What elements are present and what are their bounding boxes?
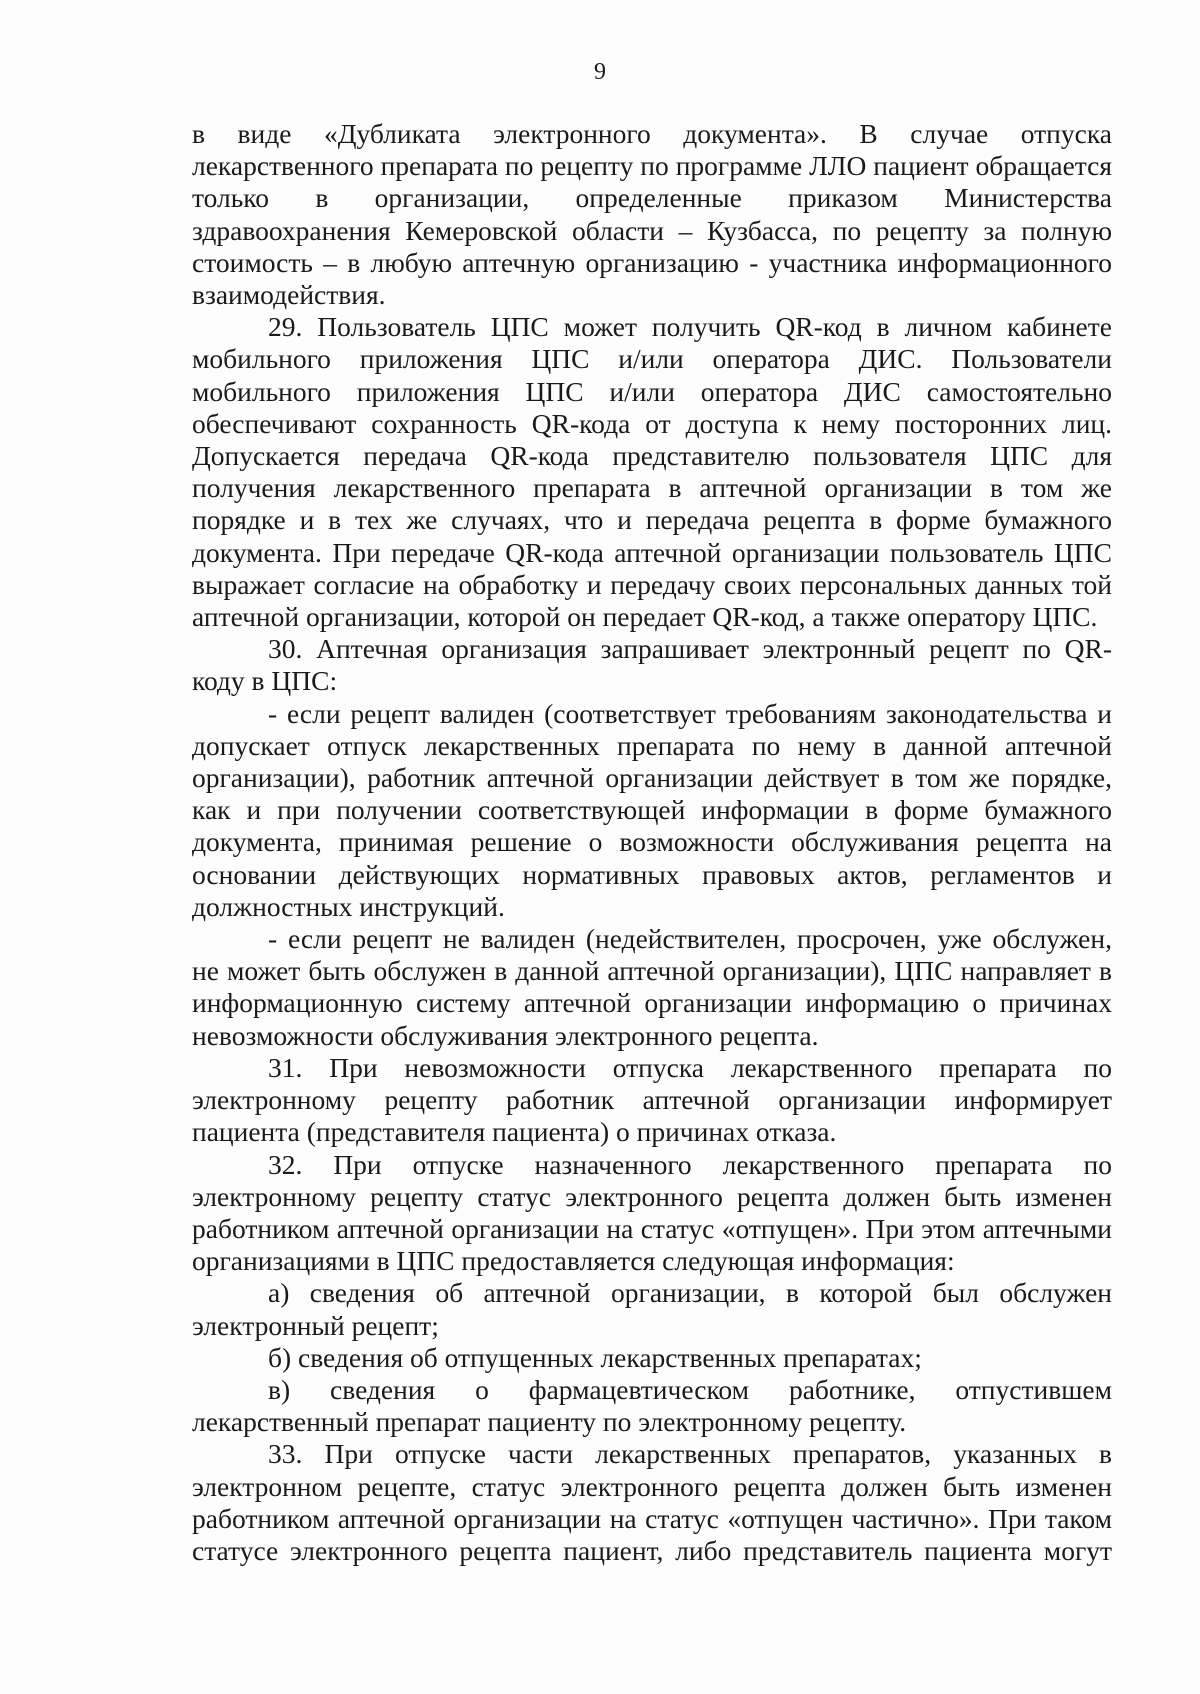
paragraph-item-32-b: б) сведения об отпущенных лекарственных препаратах; [268,1341,922,1373]
document-body [192,118,1112,1567]
paragraph-continuation: в виде «Дубликата электронного документа». В случае отпуска лекарственного препарата по рецепту по программе ЛЛО пациент обращается только в организации, определенные приказом Министерства здравоохранения Кемеровской области – Кузбасса, по рецепту за полную стоимость – в любую аптечную организацию - участника информационного взаимодействия. [192,118,1112,311]
paragraph-item-31: 31. При невозможности отпуска лекарственного препарата по электронному рецепту работник аптечной организации информирует пациента (представителя пациента) о причинах отказа. [192,1051,1112,1148]
paragraph-item-30: 30. Аптечная организация запрашивает электронный рецепт по QR-коду в ЦПС: [192,633,1112,697]
paragraph-item-32-a: а) сведения об аптечной организации, в которой был обслужен электронный рецепт; [192,1277,1112,1341]
paragraph-item-32: 32. При отпуске назначенного лекарственного препарата по электронному рецепту статус электронного рецепта должен быть изменен работником аптечной организации на статус «отпущен». При этом аптечными организациями в ЦПС предоставляется следующая информация: [192,1148,1112,1277]
paragraph-item-30-valid: - если рецепт валиден (соответствует требованиям законодательства и допускает отпуск лекарственных препарата по нему в данной аптечной организации), работник аптечной организации действует в том же порядке, как и при получении соответствующей информации в форме бумажного документа, принимая решение о возможности обслуживания рецепта на основании действующих нормативных правовых актов, регламентов и должностных инструкций. [192,697,1112,922]
paragraph-item-29: 29. Пользователь ЦПС может получить QR-код в личном кабинете мобильного приложения ЦПС и/или оператора ДИС. Пользователи мобильного приложения ЦПС и/или оператора ДИС самостоятельно обеспечивают сохранность QR-кода от доступа к нему посторонних лиц. Допускается передача QR-кода представителю пользователя ЦПС для получения лекарственного препарата в аптечной организации в том же порядке и в тех же случаях, что и передача рецепта в форме бумажного документа. При передаче QR-кода аптечной организации пользователь ЦПС выражает согласие на обработку и передачу своих персональных данных той аптечной организации, которой он передает QR-код, а также оператору ЦПС. [192,311,1112,633]
page-number: 9 [594,59,606,85]
paragraph-item-30-invalid: - если рецепт не валиден (недействителен, просрочен, уже обслужен, не может быть обслужен в данной аптечной организации), ЦПС направляет в информационную систему аптечной организации информацию о причинах невозможности обслуживания электронного рецепта. [192,923,1112,1051]
paragraph-item-32-c: в) сведения о фармацевтическом работнике, отпустившем лекарственный препарат пациенту по электронному рецепту. [192,1373,1112,1438]
paragraph-item-33: 33. При отпуске части лекарственных препаратов, указанных в электронном рецепте, статус электронного рецепта должен быть изменен работником аптечной организации на статус «отпущен частично». При таком статусе электронного рецепта пациент, либо представитель пациента могут [192,1438,1112,1566]
